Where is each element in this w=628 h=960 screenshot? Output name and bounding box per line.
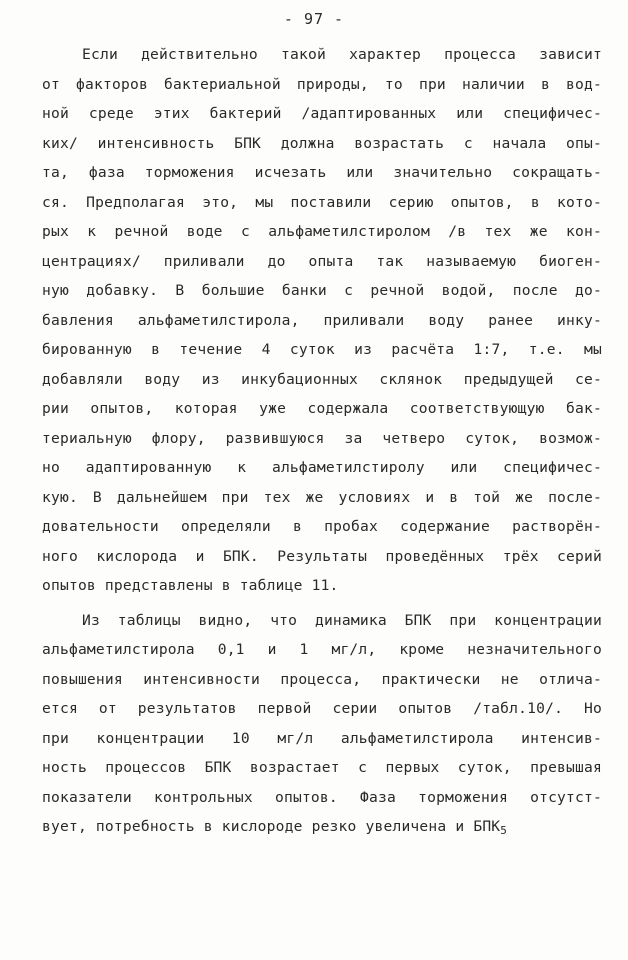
paragraph-2 bbox=[42, 606, 602, 842]
text-line: Из таблицы видно, что динамика БПК при концентрации bbox=[82, 611, 602, 629]
text-line: ся. Предполагая это, мы поставили серию опытов, в кото- bbox=[42, 193, 602, 211]
page-number: - 97 - bbox=[283, 10, 345, 28]
text-line: ется от результатов первой серии опытов /табл.10/. Но bbox=[42, 700, 602, 717]
text-line: Если действительно такой характер процесса зависит bbox=[82, 46, 602, 63]
text-line: центрациях/ приливали до опыта так называемую биоген- bbox=[42, 252, 602, 270]
text-line: бированную в течение 4 суток из расчёта 1:7, т.е. мы bbox=[42, 341, 602, 358]
text-line: добавляли воду из инкубационных склянок предыдущей се- bbox=[42, 370, 602, 388]
text-line: опытов представлены в таблице 11. bbox=[42, 577, 339, 594]
text-line: рии опытов, которая уже содержала соответствующую бак- bbox=[42, 400, 602, 417]
text-line: ной среде этих бактерий /адаптированных или специфичес- bbox=[42, 105, 602, 122]
text-line: ность процессов БПК возрастает с первых суток, превышая bbox=[42, 759, 602, 776]
text-line: довательности определяли в пробах содержание растворён- bbox=[42, 518, 602, 535]
text-line: кую. В дальнейшем при тех же условиях и в той же после- bbox=[42, 488, 602, 506]
text-line: показатели контрольных опытов. Фаза торможения отсутст- bbox=[42, 788, 602, 806]
text-line: бавления альфаметилстирола, приливали воду ранее инку- bbox=[42, 311, 602, 329]
subscript-5: 5 bbox=[500, 824, 508, 837]
text-line: повышения интенсивности процесса, практически не отлича- bbox=[42, 670, 602, 688]
text-line-final bbox=[42, 812, 602, 842]
text-line: при концентрации 10 мг/л альфаметилстирола интенсив- bbox=[42, 729, 602, 747]
text-line: альфаметилстирола 0,1 и 1 мг/л, кроме незначительного bbox=[42, 641, 602, 658]
text-line: от факторов бактериальной природы, то при наличии в вод- bbox=[42, 75, 602, 93]
text-line: ного кислорода и БПК. Результаты проведённых трёх серий bbox=[42, 547, 602, 565]
text-line: но адаптированную к альфаметилстиролу или специфичес- bbox=[42, 459, 602, 476]
paragraph-1 bbox=[42, 40, 602, 601]
text-line: ную добавку. В большие банки с речной водой, после до- bbox=[42, 282, 602, 299]
text-line: териальную флору, развившуюся за четверо суток, возмож- bbox=[42, 429, 602, 447]
text-line: та, фаза торможения исчезать или значительно сокращать- bbox=[42, 164, 602, 181]
text-line: ких/ интенсивность БПК должна возрастать с начала опы- bbox=[42, 134, 602, 152]
text-line-final-body: вует, потребность в кислороде резко увеличена и БПК bbox=[42, 818, 501, 835]
body-text bbox=[42, 40, 602, 842]
text-line: рых к речной воде с альфаметилстиролом /в тех же кон- bbox=[42, 223, 602, 240]
